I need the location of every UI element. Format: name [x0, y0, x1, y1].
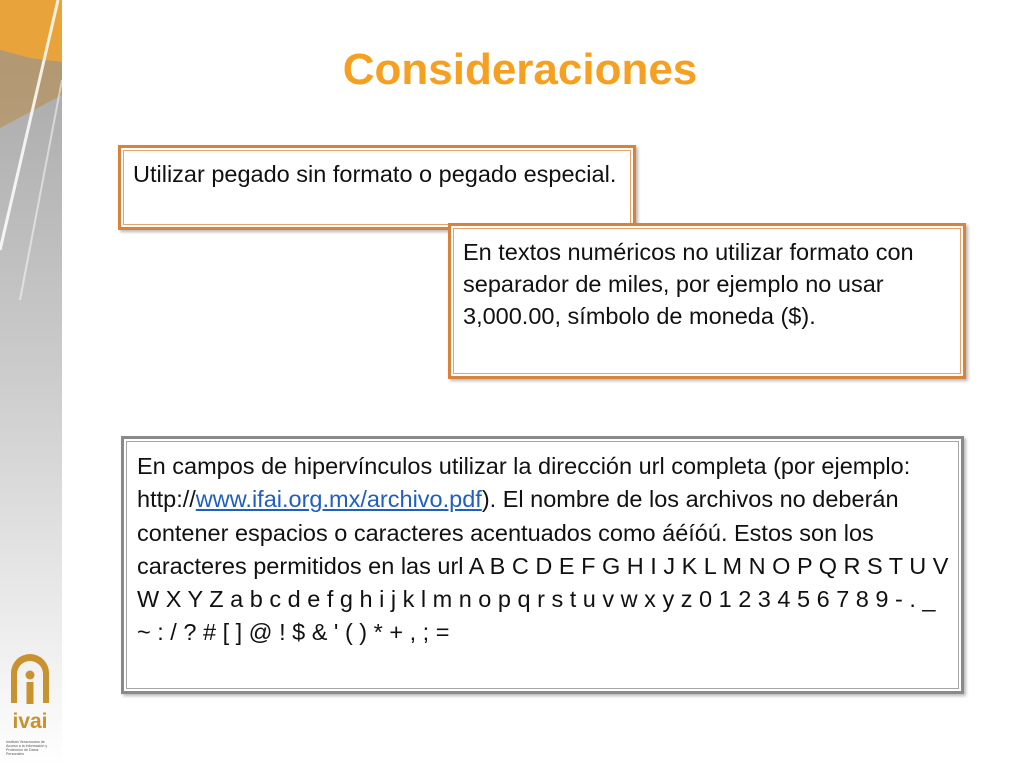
- tip-box-numbers: [448, 223, 966, 379]
- hyperlinks-text-before-link: En campos de hipervínculos utilizar la dirección url completa (por ejemplo: http://: [137, 453, 911, 513]
- hyperlinks-text-after-link: ). El nombre de los archivos no deberán contener espacios o caracteres acentuados como áéíóú. Estos son los caracteres permitidos en las url A B C D E F G H I J K L M N O P Q R S T U V W X Y Z a b c d e f g h i j k l m n o p q r s t u v w x y z 0 1 2 3 4 5 6 7 8 9 - . _ ~ : / ? # [ ] @ ! $ & ' ( ) * + , ; =: [137, 486, 949, 646]
- ivai-logo: [3, 653, 57, 749]
- logo-tagline: Instituto Veracruzano de Acceso a la Información y Protección de Datos Personales: [6, 740, 48, 756]
- tip-box-paste: [118, 145, 636, 230]
- slide-title: Consideraciones: [342, 45, 698, 94]
- tip-box-hyperlinks: [121, 436, 964, 694]
- tip-box-numbers-text: En textos numéricos no utilizar formato con separador de miles, por ejemplo no usar 3,000.00, símbolo de moneda ($).: [463, 239, 914, 329]
- tip-box-paste-text: Utilizar pegado sin formato o pegado especial.: [133, 161, 617, 187]
- svg-text:ivai: ivai: [12, 710, 48, 733]
- example-url-link[interactable]: www.ifai.org.mx/archivo.pdf: [195, 486, 482, 513]
